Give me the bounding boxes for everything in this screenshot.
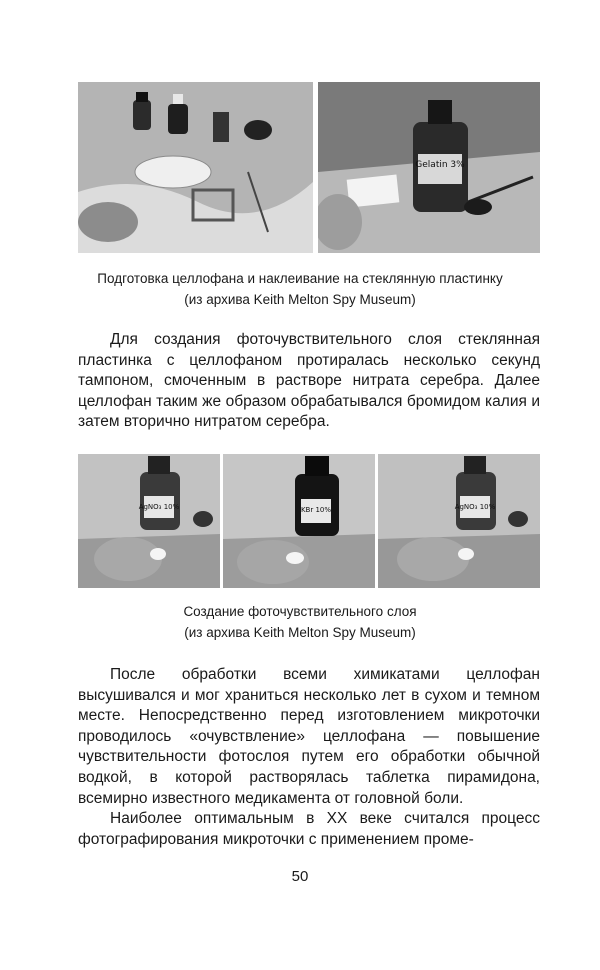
photo1-bottle-label: AgNO₃ 10%: [138, 503, 180, 511]
figure2-caption-line2: (из архива Keith Melton Spy Museum): [184, 625, 416, 640]
figure1-photo-left: [78, 82, 313, 253]
gelatin-label: Gelatin 3%: [415, 160, 465, 170]
figure2-photo-1: [78, 454, 220, 588]
figure1-photo-right: [318, 82, 540, 253]
figure2-caption-line1: Создание фоточувствительного слоя: [183, 604, 417, 619]
photo2-bottle-label: KBr 10%: [300, 506, 332, 514]
figure1-caption-line1: Подготовка целлофана и наклеивание на стеклянную пластинку: [97, 271, 503, 286]
paragraph-3-text: Наиболее оптимальным в XX веке считался процесс фотографирования микроточки с применением проме-: [78, 810, 540, 848]
figure2-caption: [70, 601, 530, 643]
figure2-photo-3: [378, 454, 540, 588]
page-number: 50: [291, 868, 309, 885]
paragraph-1: [78, 330, 540, 433]
paragraph-2-3: [78, 665, 540, 850]
potassium-bromide-bottle-image: [223, 454, 375, 588]
paragraph-2-text: После обработки всеми химикатами целлофан высушивался и мог храниться несколько лет в сухом и темном месте. Непосредственно перед изготовлением микроточки проводилось «очувствление» целлофана — повышение чувствительности фотослоя путем его обработки обычной водкой, в которой растворялась таблетка пирамидона, всемирно известного медикамента от головной боли.: [78, 666, 540, 807]
lab-tools-image: [78, 82, 313, 253]
figure2-photo-2: [223, 454, 375, 588]
figure1-caption: [70, 268, 530, 310]
figure1-caption-line2: (из архива Keith Melton Spy Museum): [184, 292, 416, 307]
gelatin-bottle-image: [318, 82, 540, 253]
paragraph-1-text: Для создания фоточувствительного слоя стеклянная пластинка с целлофаном протиралась несколько секунд тампоном, смоченным в растворе нитрата серебра. Далее целлофан таким же образом обрабатывался бромидом калия и затем вторично нитратом серебра.: [78, 331, 540, 431]
silver-nitrate-bottle-image-2: [378, 454, 540, 588]
photo3-bottle-label: AgNO₃ 10%: [454, 503, 496, 511]
silver-nitrate-bottle-image: [78, 454, 220, 588]
